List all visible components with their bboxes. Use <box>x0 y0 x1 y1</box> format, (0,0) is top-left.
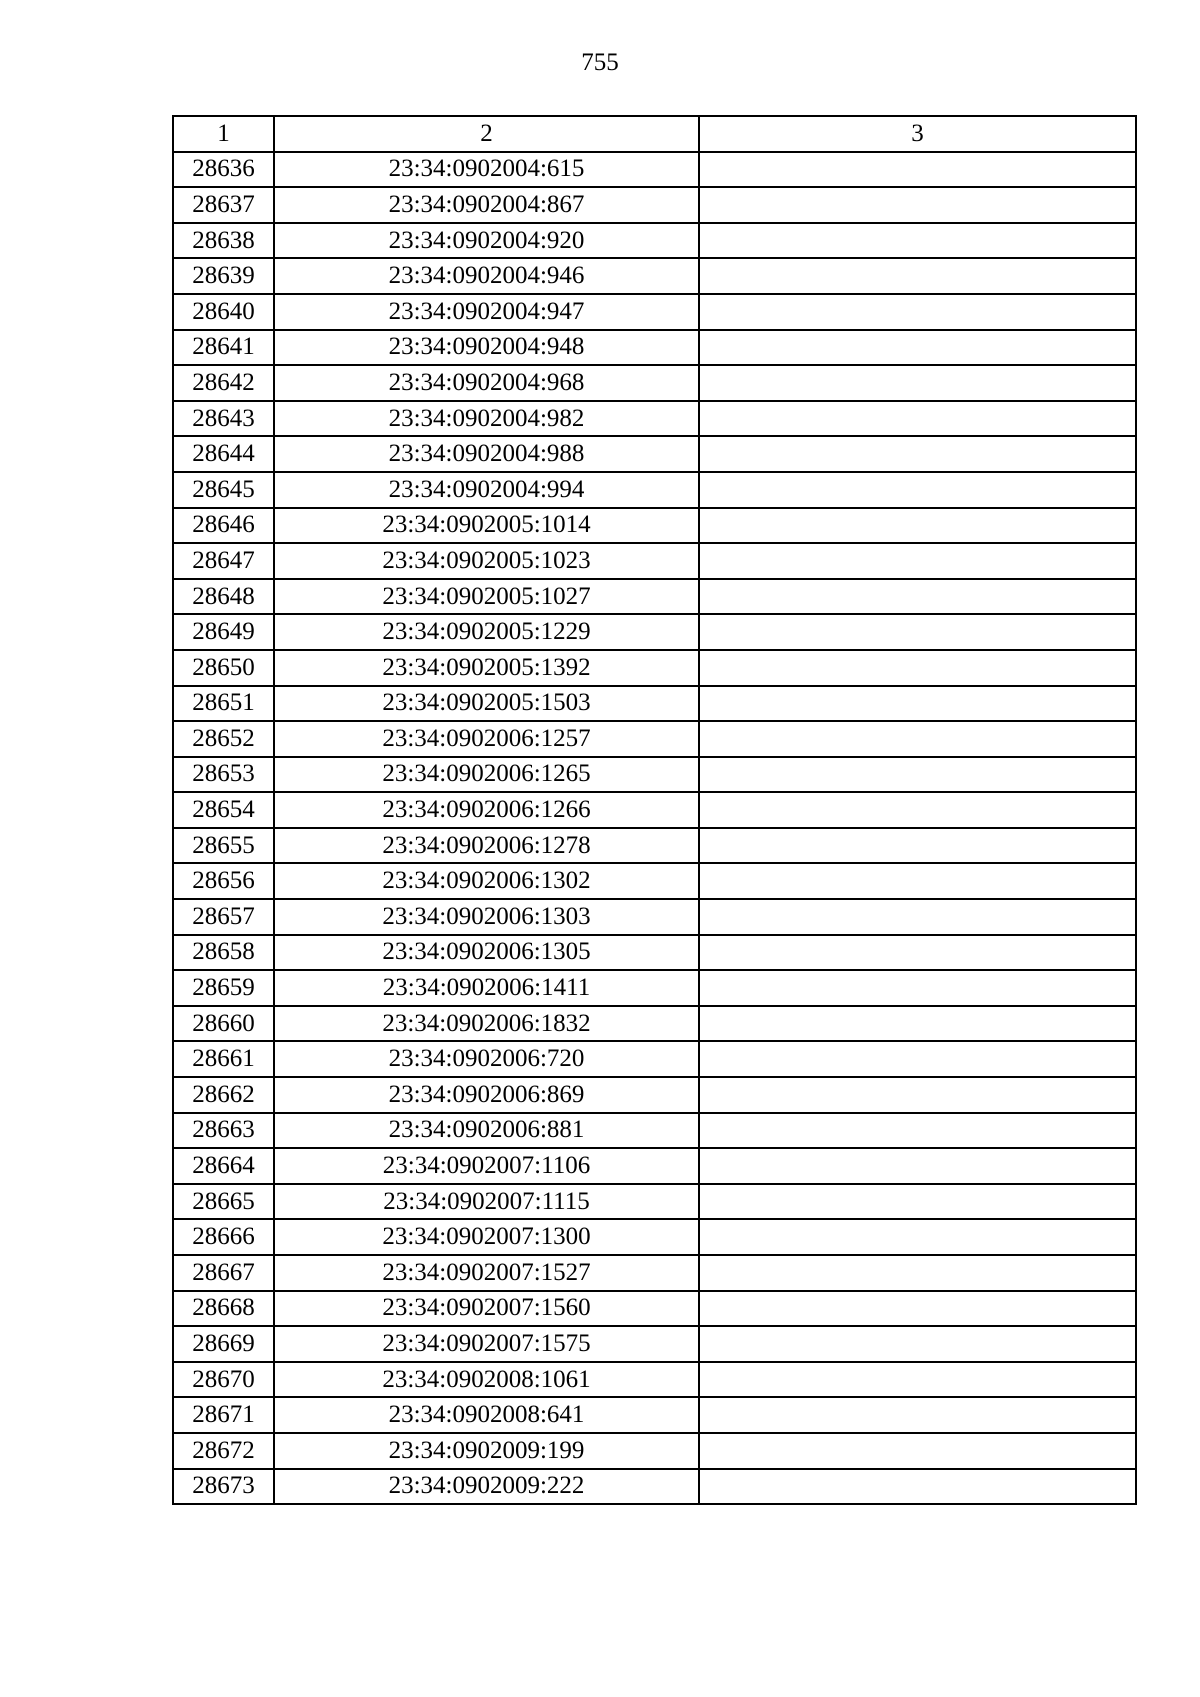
cadastral-number-cell: 23:34:0902004:920 <box>274 223 699 259</box>
note-cell <box>699 686 1136 722</box>
row-number-cell: 28648 <box>173 579 274 615</box>
table-row <box>173 1326 1136 1362</box>
row-number-cell: 28673 <box>173 1469 274 1505</box>
row-number-cell: 28666 <box>173 1219 274 1255</box>
cadastral-number-cell: 23:34:0902006:869 <box>274 1077 699 1113</box>
table-header <box>173 116 1136 152</box>
note-cell <box>699 401 1136 437</box>
row-number-cell: 28647 <box>173 543 274 579</box>
row-number-cell: 28657 <box>173 899 274 935</box>
row-number-cell: 28637 <box>173 187 274 223</box>
table-row <box>173 970 1136 1006</box>
cadastral-number-cell: 23:34:0902006:1832 <box>274 1006 699 1042</box>
cadastral-number-cell: 23:34:0902004:615 <box>274 152 699 188</box>
table-row <box>173 1397 1136 1433</box>
page-number: 755 <box>581 49 619 76</box>
note-cell <box>699 1397 1136 1433</box>
table-row <box>173 543 1136 579</box>
table-row <box>173 828 1136 864</box>
cadastral-number-cell: 23:34:0902004:948 <box>274 330 699 366</box>
cadastral-number-cell: 23:34:0902006:1278 <box>274 828 699 864</box>
note-cell <box>699 614 1136 650</box>
cadastral-number-cell: 23:34:0902005:1023 <box>274 543 699 579</box>
row-number-cell: 28650 <box>173 650 274 686</box>
column-header-2: 2 <box>274 116 699 152</box>
table-row <box>173 1219 1136 1255</box>
row-number-cell: 28654 <box>173 792 274 828</box>
column-header-3: 3 <box>699 116 1136 152</box>
note-cell <box>699 935 1136 971</box>
table-row <box>173 1077 1136 1113</box>
note-cell <box>699 1006 1136 1042</box>
table-row <box>173 330 1136 366</box>
cadastral-number-cell: 23:34:0902005:1503 <box>274 686 699 722</box>
note-cell <box>699 1255 1136 1291</box>
row-number-cell: 28664 <box>173 1148 274 1184</box>
table-row <box>173 258 1136 294</box>
note-cell <box>699 1077 1136 1113</box>
note-cell <box>699 508 1136 544</box>
table-row <box>173 1113 1136 1149</box>
note-cell <box>699 294 1136 330</box>
row-number-cell: 28643 <box>173 401 274 437</box>
cadastral-number-cell: 23:34:0902004:982 <box>274 401 699 437</box>
row-number-cell: 28663 <box>173 1113 274 1149</box>
row-number-cell: 28667 <box>173 1255 274 1291</box>
cadastral-number-cell: 23:34:0902004:968 <box>274 365 699 401</box>
note-cell <box>699 436 1136 472</box>
table-row <box>173 1006 1136 1042</box>
row-number-cell: 28644 <box>173 436 274 472</box>
row-number-cell: 28653 <box>173 757 274 793</box>
cadastral-number-cell: 23:34:0902005:1014 <box>274 508 699 544</box>
row-number-cell: 28652 <box>173 721 274 757</box>
note-cell <box>699 579 1136 615</box>
note-cell <box>699 1326 1136 1362</box>
note-cell <box>699 1148 1136 1184</box>
cadastral-number-cell: 23:34:0902009:199 <box>274 1433 699 1469</box>
table-row <box>173 365 1136 401</box>
register-table <box>172 115 1137 1505</box>
row-number-cell: 28662 <box>173 1077 274 1113</box>
row-number-cell: 28656 <box>173 863 274 899</box>
column-header-1: 1 <box>173 116 274 152</box>
note-cell <box>699 1113 1136 1149</box>
table-row <box>173 436 1136 472</box>
table-row <box>173 1255 1136 1291</box>
row-number-cell: 28645 <box>173 472 274 508</box>
cadastral-number-cell: 23:34:0902006:1266 <box>274 792 699 828</box>
row-number-cell: 28671 <box>173 1397 274 1433</box>
note-cell <box>699 1184 1136 1220</box>
note-cell <box>699 1433 1136 1469</box>
row-number-cell: 28640 <box>173 294 274 330</box>
cadastral-number-cell: 23:34:0902009:222 <box>274 1469 699 1505</box>
cadastral-number-cell: 23:34:0902007:1300 <box>274 1219 699 1255</box>
table-row <box>173 1469 1136 1505</box>
cadastral-number-cell: 23:34:0902006:720 <box>274 1041 699 1077</box>
header-row <box>173 116 1136 152</box>
note-cell <box>699 1291 1136 1327</box>
table-row <box>173 1148 1136 1184</box>
table-row <box>173 508 1136 544</box>
row-number-cell: 28658 <box>173 935 274 971</box>
table-row <box>173 863 1136 899</box>
cadastral-number-cell: 23:34:0902006:881 <box>274 1113 699 1149</box>
note-cell <box>699 721 1136 757</box>
table-row <box>173 401 1136 437</box>
cadastral-number-cell: 23:34:0902004:867 <box>274 187 699 223</box>
table-row <box>173 152 1136 188</box>
note-cell <box>699 365 1136 401</box>
row-number-cell: 28639 <box>173 258 274 294</box>
table-row <box>173 472 1136 508</box>
table-row <box>173 223 1136 259</box>
note-cell <box>699 792 1136 828</box>
row-number-cell: 28668 <box>173 1291 274 1327</box>
note-cell <box>699 187 1136 223</box>
cadastral-number-cell: 23:34:0902004:988 <box>274 436 699 472</box>
table-row <box>173 899 1136 935</box>
table-row <box>173 1433 1136 1469</box>
cadastral-number-cell: 23:34:0902006:1265 <box>274 757 699 793</box>
cadastral-number-cell: 23:34:0902004:994 <box>274 472 699 508</box>
note-cell <box>699 828 1136 864</box>
table-row <box>173 721 1136 757</box>
table-row <box>173 1041 1136 1077</box>
row-number-cell: 28646 <box>173 508 274 544</box>
row-number-cell: 28655 <box>173 828 274 864</box>
cadastral-number-cell: 23:34:0902007:1575 <box>274 1326 699 1362</box>
table-row <box>173 792 1136 828</box>
cadastral-number-cell: 23:34:0902006:1257 <box>274 721 699 757</box>
table-row <box>173 187 1136 223</box>
cadastral-number-cell: 23:34:0902007:1115 <box>274 1184 699 1220</box>
row-number-cell: 28636 <box>173 152 274 188</box>
cadastral-number-cell: 23:34:0902006:1302 <box>274 863 699 899</box>
cadastral-number-cell: 23:34:0902007:1527 <box>274 1255 699 1291</box>
note-cell <box>699 223 1136 259</box>
row-number-cell: 28641 <box>173 330 274 366</box>
note-cell <box>699 1041 1136 1077</box>
row-number-cell: 28649 <box>173 614 274 650</box>
cadastral-number-cell: 23:34:0902005:1027 <box>274 579 699 615</box>
note-cell <box>699 1219 1136 1255</box>
note-cell <box>699 472 1136 508</box>
cadastral-number-cell: 23:34:0902006:1303 <box>274 899 699 935</box>
table-body <box>173 152 1136 1505</box>
row-number-cell: 28670 <box>173 1362 274 1398</box>
row-number-cell: 28665 <box>173 1184 274 1220</box>
cadastral-number-cell: 23:34:0902007:1560 <box>274 1291 699 1327</box>
table-row <box>173 579 1136 615</box>
note-cell <box>699 1469 1136 1505</box>
table-row <box>173 1291 1136 1327</box>
cadastral-number-cell: 23:34:0902007:1106 <box>274 1148 699 1184</box>
table-row <box>173 614 1136 650</box>
row-number-cell: 28669 <box>173 1326 274 1362</box>
table-row <box>173 1362 1136 1398</box>
note-cell <box>699 258 1136 294</box>
cadastral-number-cell: 23:34:0902004:946 <box>274 258 699 294</box>
cadastral-number-cell: 23:34:0902004:947 <box>274 294 699 330</box>
row-number-cell: 28642 <box>173 365 274 401</box>
cadastral-number-cell: 23:34:0902005:1392 <box>274 650 699 686</box>
note-cell <box>699 970 1136 1006</box>
row-number-cell: 28659 <box>173 970 274 1006</box>
cadastral-number-cell: 23:34:0902008:641 <box>274 1397 699 1433</box>
note-cell <box>699 543 1136 579</box>
cadastral-number-cell: 23:34:0902008:1061 <box>274 1362 699 1398</box>
table-row <box>173 650 1136 686</box>
cadastral-number-cell: 23:34:0902006:1305 <box>274 935 699 971</box>
note-cell <box>699 1362 1136 1398</box>
note-cell <box>699 330 1136 366</box>
note-cell <box>699 899 1136 935</box>
row-number-cell: 28672 <box>173 1433 274 1469</box>
table-row <box>173 686 1136 722</box>
row-number-cell: 28661 <box>173 1041 274 1077</box>
cadastral-number-cell: 23:34:0902005:1229 <box>274 614 699 650</box>
row-number-cell: 28660 <box>173 1006 274 1042</box>
table-row <box>173 1184 1136 1220</box>
cadastral-number-cell: 23:34:0902006:1411 <box>274 970 699 1006</box>
row-number-cell: 28651 <box>173 686 274 722</box>
table-row <box>173 935 1136 971</box>
note-cell <box>699 863 1136 899</box>
note-cell <box>699 757 1136 793</box>
note-cell <box>699 650 1136 686</box>
note-cell <box>699 152 1136 188</box>
row-number-cell: 28638 <box>173 223 274 259</box>
table-row <box>173 294 1136 330</box>
table-row <box>173 757 1136 793</box>
